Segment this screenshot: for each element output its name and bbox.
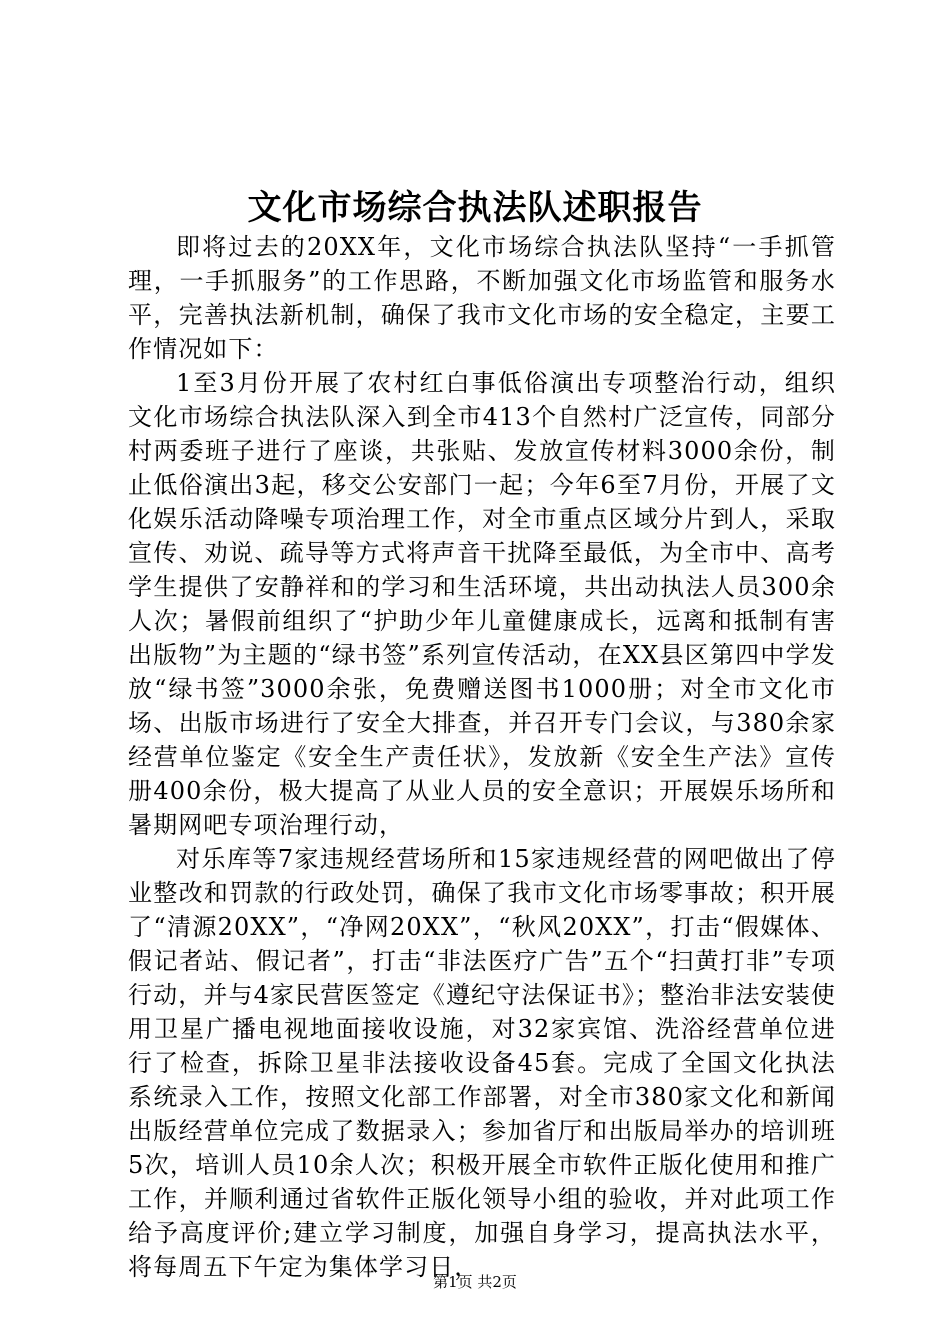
document-title: 文化市场综合执法队述职报告 — [247, 188, 703, 228]
document-body — [128, 230, 836, 1284]
paragraph-intro: 即将过去的20XX年，文化市场综合执法队坚持“一手抓管理，一手抓服务”的工作思路，不断加强文化市场监管和服务水平，完善执法新机制，确保了我市文化市场的安全稳定，主要工作情况如下： — [128, 233, 836, 363]
paragraph-activities: 1至3月份开展了农村红白事低俗演出专项整治行动，组织文化市场综合执法队深入到全市413个自然村广泛宣传，同部分村两委班子进行了座谈，共张贴、发放宣传材料3000余份，制止低俗演出3起，移交公安部门一起；今年6至7月份，开展了文化娱乐活动降噪专项治理工作，对全市重点区域分片到人，采取宣传、劝说、疏导等方式将声音干扰降至最低，为全市中、高考学生提供了安静祥和的学习和生活环境，共出动执法人员300余人次；暑假前组织了“护助少年儿童健康成长，远离和抵制有害出版物”为主题的“绿书签”系列宣传活动，在XX县区第四中学发放“绿书签”3000余张，免费赠送图书1000册；对全市文化市场、出版市场进行了安全大排查，并召开专门会议，与380余家经营单位鉴定《安全生产责任状》，发放新《安全生产法》宣传册400余份，极大提高了从业人员的安全意识；开展娱乐场所和暑期网吧专项治理行动， — [128, 369, 836, 839]
paragraph-enforcement: 对乐库等7家违规经营场所和15家违规经营的网吧做出了停业整改和罚款的行政处罚，确保了我市文化市场零事故；积开展了“清源20XX”，“净网20XX”，“秋风20XX”，打击“假媒体、假记者站、假记者”，打击“非法医疗广告”五个“扫黄打非”专项行动，并与4家民营医签定《遵纪守法保证书》；整治非法安装使用卫星广播电视地面接收设施，对32家宾馆、洗浴经营单位进行了检查，拆除卫星非法接收设备45套。完成了全国文化执法系统录入工作，按照文化部工作部署，对全市380家文化和新闻出版经营单位完成了数据录入；参加省厅和出版局举办的培训班5次，培训人员10余人次；积极开展全市软件正版化使用和推广工作，并顺利通过省软件正版化领导小组的验收，并对此项工作给予高度评价;建立学习制度，加强自身学习，提高执法水平，将每周五下午定为集体学习日， — [128, 845, 836, 1281]
page-number: 第1页 共2页 — [433, 1273, 517, 1291]
